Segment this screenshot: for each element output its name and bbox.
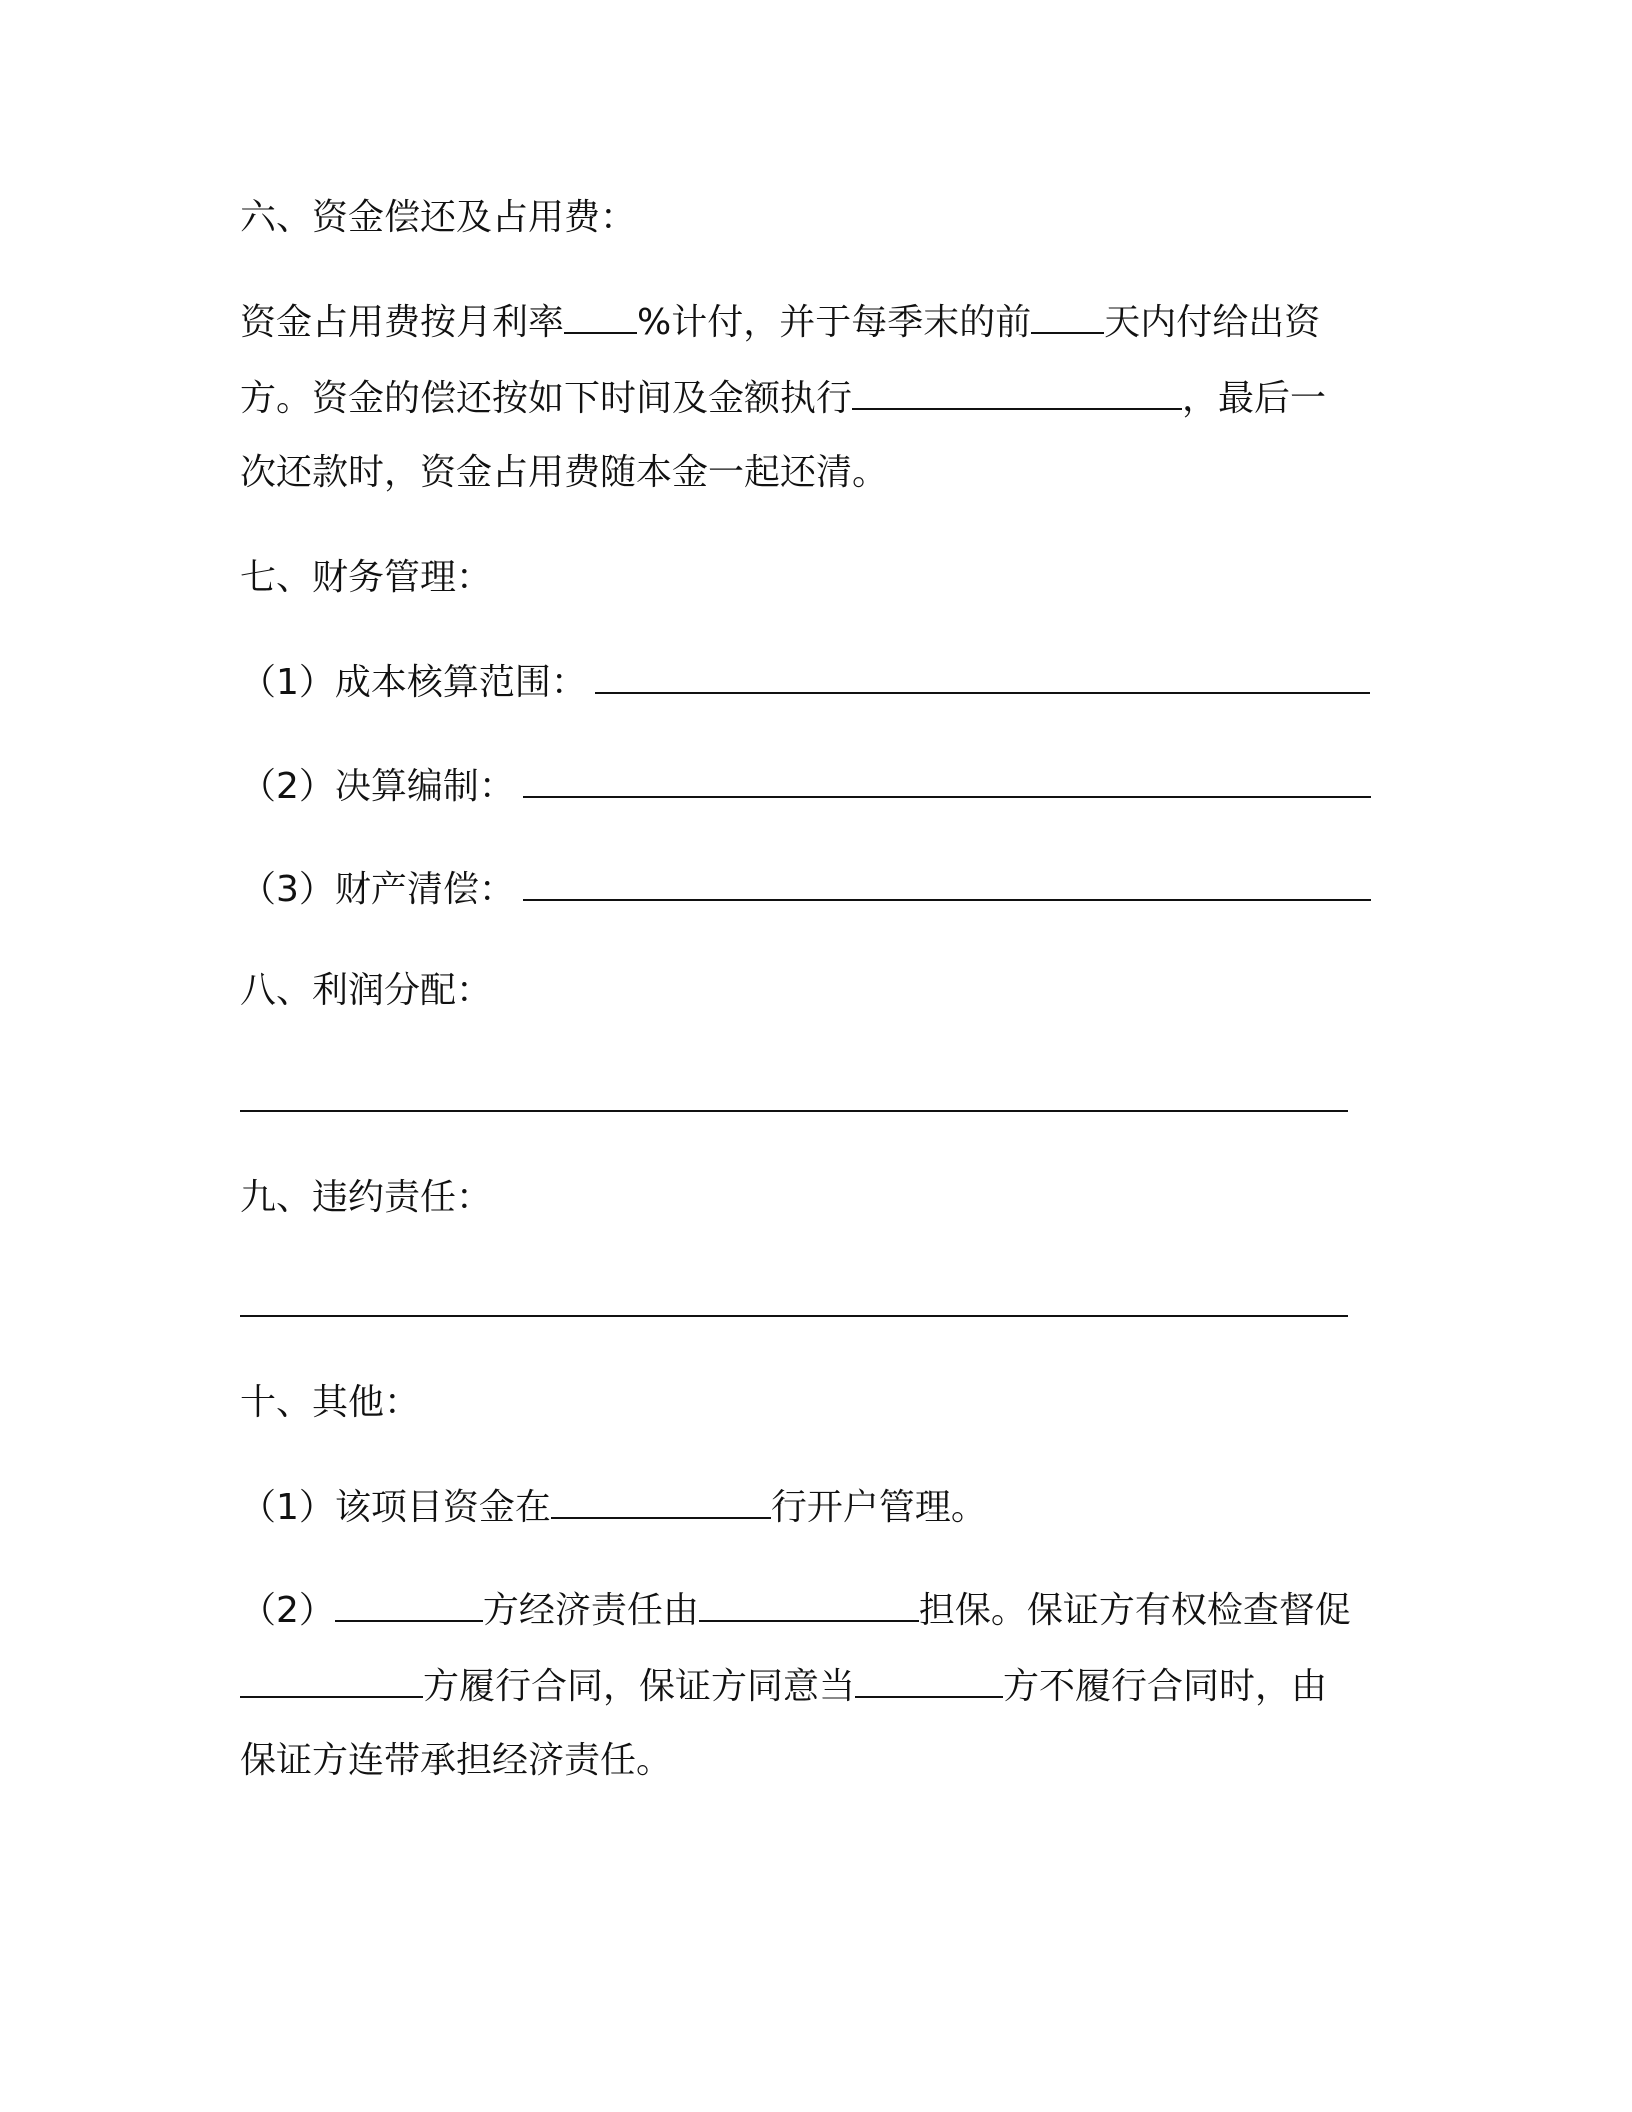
section-7-heading: 七、财务管理： <box>240 557 493 598</box>
section-6-paragraph-line-3: 次还款时，资金占用费随本金一起还清。 <box>240 452 889 493</box>
defaulting-party-blank[interactable] <box>855 1660 1003 1698</box>
bank-name-blank[interactable] <box>551 1481 771 1519</box>
final-accounts-preparation-blank[interactable] <box>523 760 1371 798</box>
supervised-party-blank[interactable] <box>240 1660 423 1698</box>
property-liquidation-blank[interactable] <box>523 863 1371 901</box>
profit-distribution-blank[interactable] <box>240 1110 1348 1112</box>
monthly-rate-blank[interactable] <box>564 296 637 334</box>
section-6-paragraph-line-2: 方。资金的偿还按如下时间及金额执行 ，最后一 <box>240 372 1326 424</box>
section-9-heading: 九、违约责任： <box>240 1177 493 1218</box>
section-6-paragraph-line-1: 资金占用费按月利率 %计付，并于每季末的前 天内付给出资 <box>240 296 1320 348</box>
section-6-heading: 六、资金偿还及占用费： <box>240 197 637 238</box>
section-8-heading: 八、利润分配： <box>240 970 493 1011</box>
cost-accounting-scope-blank[interactable] <box>595 656 1370 694</box>
section-7-item-3: （3）财产清偿： <box>240 863 1371 915</box>
section-7-item-1: （1）成本核算范围： <box>240 656 1370 708</box>
repayment-schedule-blank[interactable] <box>852 372 1182 410</box>
section-10-item-2-line-3: 保证方连带承担经济责任。 <box>240 1740 673 1781</box>
section-10-item-2-line-2: 方履行合同，保证方同意当 方不履行合同时，由 <box>240 1660 1327 1712</box>
guarantor-blank[interactable] <box>699 1584 919 1622</box>
responsible-party-blank[interactable] <box>335 1584 483 1622</box>
section-10-item-2-line-1: （2） 方经济责任由 担保。保证方有权检查督促 <box>240 1584 1351 1636</box>
breach-liability-blank[interactable] <box>240 1315 1348 1317</box>
section-10-item-1: （1）该项目资金在 行开户管理。 <box>240 1481 987 1533</box>
section-10-heading: 十、其他： <box>240 1382 421 1423</box>
days-before-quarter-end-blank[interactable] <box>1031 296 1104 334</box>
section-7-item-2: （2）决算编制： <box>240 760 1371 812</box>
